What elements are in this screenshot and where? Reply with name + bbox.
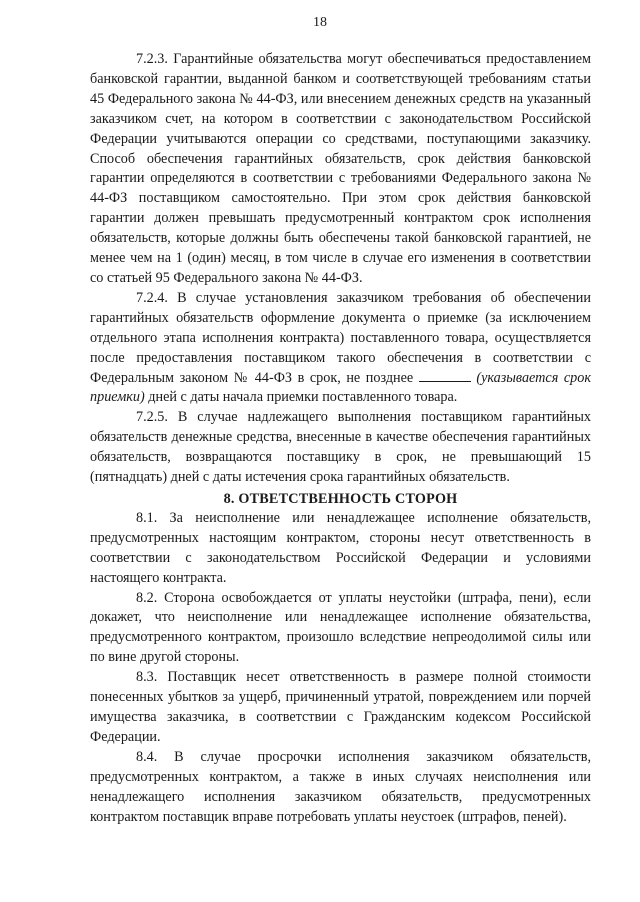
- clause-8-2: 8.2. Сторона освобождается от уплаты неустойки (штрафа, пени), если докажет, что неисполнение или ненадлежащее исполнение обязательства, предусмотренного контрактом, произошло вследствие непреодолимой силы или по вине другой стороны.: [90, 589, 591, 666]
- blank-fill-line: [419, 369, 471, 382]
- clause-7-2-4: [90, 289, 591, 408]
- section-8-heading: 8. ОТВЕТСТВЕННОСТЬ СТОРОН: [223, 490, 458, 507]
- clause-7-2-4-text-end: дней с даты начала приемки поставленного товара.: [148, 389, 458, 406]
- clause-8-3: 8.3. Поставщик несет ответственность в размере полной стоимости понесенных убытков за ущерб, причиненный утратой, повреждением или порчей имущества заказчика, в соответствии с Гражданским кодексом Российской Федерации.: [90, 669, 591, 745]
- document-body: [90, 50, 591, 827]
- page-number: 18: [313, 15, 327, 30]
- clause-7-2-4-note: (указывается срок приемки): [90, 369, 591, 406]
- clause-7-2-4-text-start: 7.2.4. В случае установления заказчиком требования об обеспечении гарантийных обязательств оформление документа о приемке (за исключением отдельного этапа исполнения контракта) поставленного товара, осуществляется после предоставления поставщиком такого обеспечения в соответствии с Федеральным законом № 44-ФЗ в срок, не позднее: [90, 289, 591, 386]
- clause-7-2-5: 7.2.5. В случае надлежащего выполнения поставщиком гарантийных обязательств денежные средства, внесенные в качестве обеспечения гарантийных обязательств, возвращаются поставщику в срок, не превышающий 15 (пятнадцать) дней с даты истечения срока гарантийных обязательств.: [90, 409, 591, 486]
- clause-8-1: 8.1. За неисполнение или ненадлежащее исполнение обязательств, предусмотренных настоящим контрактом, стороны несут ответственность в соответствии с законодательством Российской Федерации и условиями настоящего контракта.: [90, 509, 591, 586]
- clause-8-4: 8.4. В случае просрочки исполнения заказчиком обязательств, предусмотренных контрактом, а также в иных случаях неисполнения или ненадлежащего исполнения заказчиком обязательств, предусмотренных контрактом поставщик вправе потребовать уплаты неустоек (штрафов, пеней).: [90, 748, 591, 825]
- clause-7-2-3: 7.2.3. Гарантийные обязательства могут обеспечиваться предоставлением банковской гарантии, выданной банком и соответствующей требованиям статьи 45 Федерального закона № 44-ФЗ, или внесением денежных средств на указанный заказчиком счет, на котором в соответствии с законодательством Российской Федерации учитываются операции со средствами, поступающими заказчику. Способ обеспечения гарантийных обязательств, срок действия банковской гарантии определяются в соответствии с требованиями Федерального закона № 44-ФЗ поставщиком самостоятельно. При этом срок действия банковской гарантии должен превышать предусмотренный контрактом срок исполнения обязательств, которые должны быть обеспечены такой банковской гарантией, не менее чем на 1 (один) месяц, в том числе в случае его изменения в соответствии со статьей 95 Федерального закона № 44-ФЗ.: [90, 51, 591, 286]
